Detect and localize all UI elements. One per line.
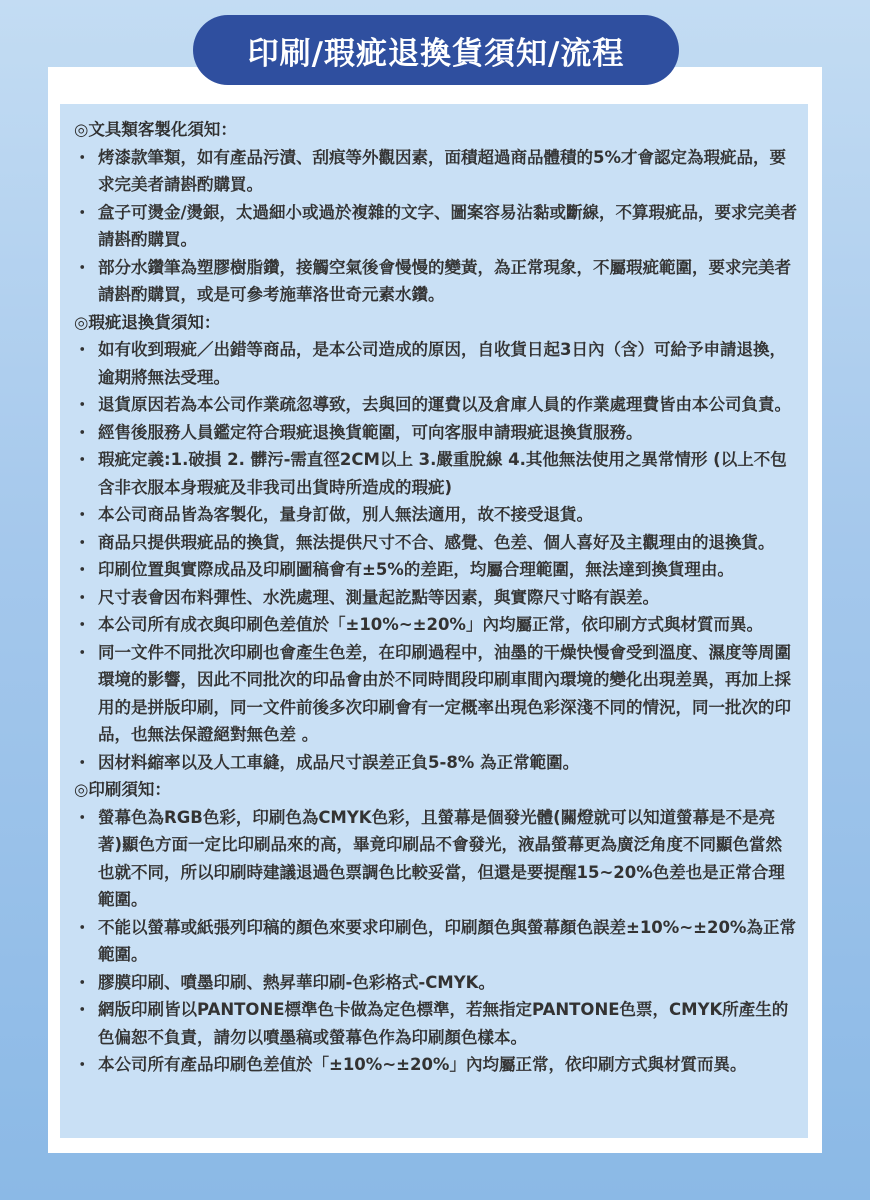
section-heading-stationery: ◎文具類客製化須知： [74,120,237,139]
list-item: ・ 商品只提供瑕疵品的換貨，無法提供尺寸不合、感覺、色差、個人喜好及主觀理由的退換貨。 [74,529,798,557]
list-item: ・ 不能以螢幕或紙張列印稿的顏色來要求印刷色，印刷顏色與螢幕顏色誤差±10%~±20%為正常範圍。 [74,914,798,969]
list-item: ・ 盒子可燙金/燙銀，太過細小或過於複雜的文字、圖案容易沾黏或斷線，不算瑕疵品，要求完美者請斟酌購買。 [74,199,798,254]
list-item: ・ 經售後服務人員鑑定符合瑕疵退換貨範圍，可向客服申請瑕疵退換貨服務。 [74,419,798,447]
list-item: ・ 印刷位置與實際成品及印刷圖稿會有±5%的差距，均屬合理範圍，無法達到換貨理由。 [74,556,798,584]
list-item: ・ 部分水鑽筆為塑膠樹脂鑽，接觸空氣後會慢慢的變黃，為正常現象，不屬瑕疵範圍，要求完美者請斟酌購買，或是可參考施華洛世奇元素水鑽。 [74,254,798,309]
list-item: ・ 本公司所有產品印刷色差值於「±10%~±20%」內均屬正常，依印刷方式與材質而異。 [74,1051,798,1079]
list-item: ・ 膠膜印刷、噴墨印刷、熱昇華印刷-色彩格式-CMYK。 [74,969,798,997]
list-item: ・ 烤漆款筆類，如有產品污漬、刮痕等外觀因素，面積超過商品體積的5%才會認定為瑕疵品，要求完美者請斟酌購買。 [74,144,798,199]
notice-content [60,104,808,1138]
list-item: ・ 網版印刷皆以PANTONE標準色卡做為定色標準，若無指定PANTONE色票，CMYK所產生的色偏恕不負責，請勿以噴墨稿或螢幕色作為印刷顏色樣本。 [74,996,798,1051]
page-title: 印刷/瑕疵退換貨須知/流程 [193,15,679,85]
list-item: ・ 本公司所有成衣與印刷色差值於「±10%~±20%」內均屬正常，依印刷方式與材質而異。 [74,611,798,639]
list-item: ・ 螢幕色為RGB色彩，印刷色為CMYK色彩，且螢幕是個發光體(關燈就可以知道螢幕是不是亮著)顯色方面一定比印刷品來的高，畢竟印刷品不會發光，液晶螢幕更為廣泛角度不同顯色當然也就不同，所以印刷時建議退過色票調色比較妥當，但還是要提醒15~20%色差也是正常合理範圍。 [74,804,798,914]
section-heading-printing: ◎印刷須知： [74,780,171,799]
list-item: ・ 如有收到瑕疵／出錯等商品，是本公司造成的原因，自收貨日起3日內（含）可給予申請退換，逾期將無法受理。 [74,336,798,391]
list-item: ・ 瑕疵定義:1.破損 2. 髒污-需直徑2CM以上 3.嚴重脫線 4.其他無法使用之異常情形 (以上不包含非衣服本身瑕疵及非我司出貨時所造成的瑕疵) [74,446,798,501]
list-item: ・ 因材料縮率以及人工車縫，成品尺寸誤差正負5-8% 為正常範圍。 [74,749,798,777]
list-item: ・ 同一文件不同批次印刷也會產生色差，在印刷過程中，油墨的干燥快慢會受到溫度、濕度等周圍環境的影響，因此不同批次的印品會由於不同時間段印刷車間內環境的變化出現差異，再加上採用的是拼版印刷，同一文件前後多次印刷會有一定概率出現色彩深淺不同的情況，同一批次的印品，也無法保證絕對無色差 。 [74,639,798,749]
list-item: ・ 本公司商品皆為客製化，量身訂做，別人無法適用，故不接受退貨。 [74,501,798,529]
section-heading-defect-returns: ◎瑕疵退換貨須知： [74,312,221,332]
list-item: ・ 退貨原因若為本公司作業疏忽導致，去與回的運費以及倉庫人員的作業處理費皆由本公司負責。 [74,391,798,419]
list-item: ・ 尺寸表會因布料彈性、水洗處理、測量起訖點等因素，與實際尺寸略有誤差。 [74,584,798,612]
